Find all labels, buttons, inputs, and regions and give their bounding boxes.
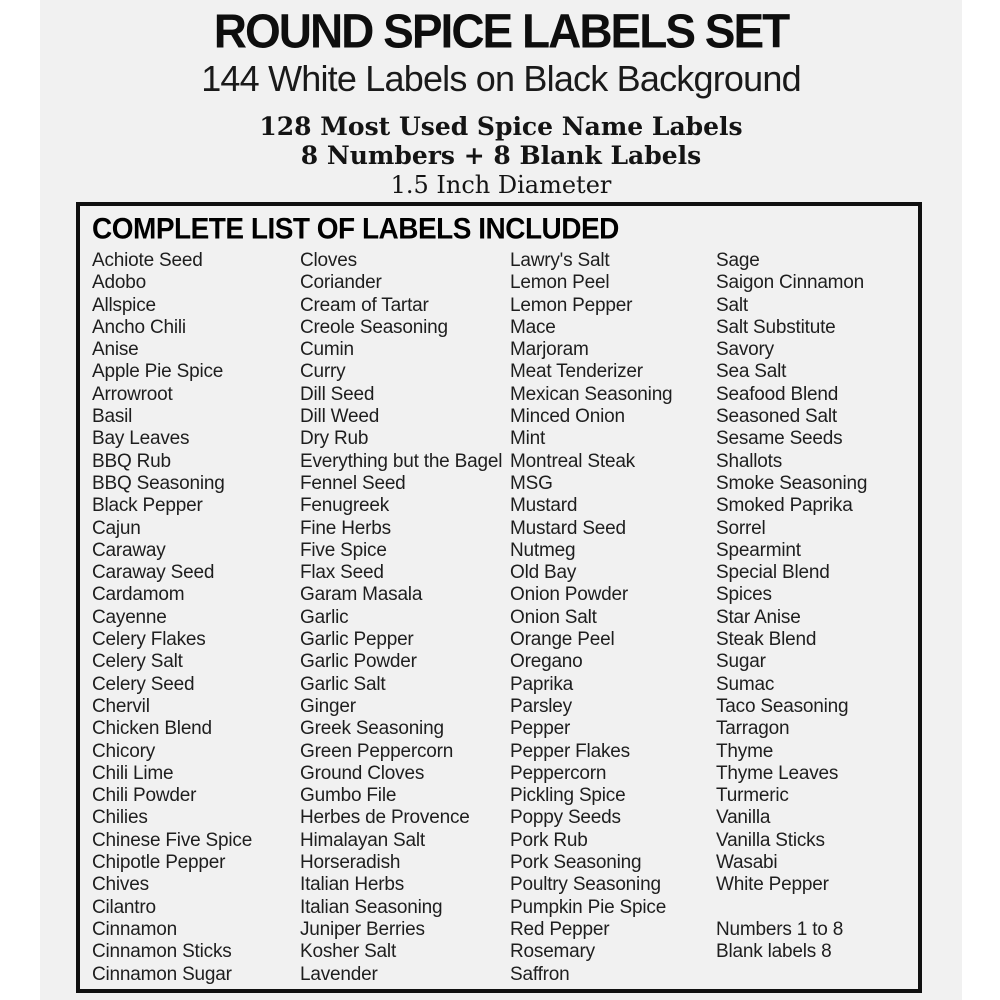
spice-label-item: Sorrel xyxy=(716,517,766,539)
product-sheet xyxy=(40,0,962,1000)
spice-label-item: Pickling Spice xyxy=(510,785,626,807)
spice-label-item: Old Bay xyxy=(510,562,577,584)
spice-label-item: Tarragon xyxy=(716,718,790,740)
detail-line-numbers-blanks: 8 Numbers + 8 Blank Labels xyxy=(300,141,702,170)
spice-label-item: Seasoned Salt xyxy=(716,406,837,428)
spice-label-item: Lavender xyxy=(300,963,378,985)
spice-label-item: Special Blend xyxy=(716,562,830,584)
spice-label-item: Mustard xyxy=(510,495,578,517)
spice-label-item: Seafood Blend xyxy=(716,383,839,405)
spice-label-item: Chervil xyxy=(92,695,150,717)
spice-label-item: Taco Seasoning xyxy=(716,695,849,717)
spice-label-item: Pork Rub xyxy=(510,829,588,851)
spice-label-item: Fine Herbs xyxy=(300,517,391,539)
spice-label-item: Garam Masala xyxy=(300,584,423,606)
spice-label-item: Fennel Seed xyxy=(300,472,406,494)
label-column-4 xyxy=(716,250,912,986)
spice-label-item: Cilantro xyxy=(92,896,156,918)
extra-label-item: Numbers 1 to 8 xyxy=(716,918,844,940)
spice-label-item: Vanilla Sticks xyxy=(716,829,825,851)
spice-label-item: Kosher Salt xyxy=(300,941,397,963)
spice-label-item: Celery Seed xyxy=(92,673,195,695)
label-columns xyxy=(92,250,918,986)
spice-label-item: Black Pepper xyxy=(92,495,203,517)
spice-label-item: Cloves xyxy=(300,250,357,271)
spice-label-item: MSG xyxy=(510,472,553,494)
spice-label-item: Ancho Chili xyxy=(92,316,186,338)
spice-label-item: Creole Seasoning xyxy=(300,316,448,338)
spice-label-item: Cream of Tartar xyxy=(300,294,429,316)
spice-label-item: Smoke Seasoning xyxy=(716,472,868,494)
extra-labels xyxy=(716,919,912,964)
spice-label-item: Salt Substitute xyxy=(716,316,836,338)
label-column-2 xyxy=(300,250,510,986)
spice-label-item: Mustard Seed xyxy=(510,517,626,539)
spice-label-item: Cumin xyxy=(300,339,354,361)
spice-label-item: Chipotle Pepper xyxy=(92,852,226,874)
spice-label-item: Saffron xyxy=(510,963,570,985)
spice-label-item: Lemon Peel xyxy=(510,272,610,294)
spice-label-item: Adobo xyxy=(92,272,146,294)
spice-label-item: Cajun xyxy=(92,517,141,539)
product-title: ROUND SPICE LABELS SET xyxy=(213,3,789,59)
spice-label-item: Peppercorn xyxy=(510,762,607,784)
spice-label-item: Ginger xyxy=(300,695,356,717)
product-subtitle: 144 White Labels on Black Background xyxy=(201,58,801,99)
spice-label-item: Curry xyxy=(300,361,346,383)
spice-label-item: Garlic Salt xyxy=(300,673,386,695)
spice-label-item: Montreal Steak xyxy=(510,450,635,472)
label-list-box xyxy=(76,202,922,993)
spice-label-item: Red Pepper xyxy=(510,918,610,940)
spice-label-item: Garlic Powder xyxy=(300,651,417,673)
spice-label-item: Ground Cloves xyxy=(300,762,425,784)
spice-label-item: Thyme xyxy=(716,740,774,762)
spice-label-item: Coriander xyxy=(300,272,382,294)
spice-label-item: Allspice xyxy=(92,294,156,316)
header-block xyxy=(40,0,962,200)
spice-label-item: Spearmint xyxy=(716,539,801,561)
spice-label-item: Cinnamon Sticks xyxy=(92,941,232,963)
spice-label-item: Celery Flakes xyxy=(92,629,206,651)
spice-label-item: Basil xyxy=(92,406,133,428)
spice-label-item: Minced Onion xyxy=(510,406,625,428)
spice-label-item: Salt xyxy=(716,294,748,316)
spice-label-item: Apple Pie Spice xyxy=(92,361,224,383)
spice-label-item: White Pepper xyxy=(716,874,829,896)
spice-label-item: Onion Salt xyxy=(510,606,597,628)
extra-label-item: Blank labels 8 xyxy=(716,941,832,963)
spice-label-item: Nutmeg xyxy=(510,539,576,561)
spice-label-item: Vanilla xyxy=(716,807,771,829)
spice-label-item: Paprika xyxy=(510,673,574,695)
spice-label-item: Cinnamon xyxy=(92,918,178,940)
spice-label-item: Chinese Five Spice xyxy=(92,829,253,851)
spice-label-item: BBQ Seasoning xyxy=(92,472,225,494)
spice-label-item: Chilies xyxy=(92,807,148,829)
spice-label-item: Shallots xyxy=(716,450,782,472)
spice-label-item: Sumac xyxy=(716,673,775,695)
spice-label-item: BBQ Rub xyxy=(92,450,171,472)
spice-label-item: Star Anise xyxy=(716,606,801,628)
spice-label-item: Herbes de Provence xyxy=(300,807,470,829)
spice-label-item: Italian Herbs xyxy=(300,874,405,896)
spice-label-item: Anise xyxy=(92,339,139,361)
spice-label-item: Thyme Leaves xyxy=(716,762,839,784)
spice-label-item: Marjoram xyxy=(510,339,589,361)
spice-label-item: Spices xyxy=(716,584,772,606)
spice-label-item: Oregano xyxy=(510,651,583,673)
spice-label-item: Mexican Seasoning xyxy=(510,383,673,405)
spice-label-item: Himalayan Salt xyxy=(300,829,425,851)
spice-label-item: Sesame Seeds xyxy=(716,428,843,450)
spice-label-item: Chicory xyxy=(92,740,156,762)
spice-label-item: Greek Seasoning xyxy=(300,718,444,740)
spice-label-item: Chives xyxy=(92,874,149,896)
spice-label-item: Chili Powder xyxy=(92,785,197,807)
spice-label-item: Mace xyxy=(510,316,556,338)
spice-label-item: Cayenne xyxy=(92,606,167,628)
spice-label-item: Meat Tenderizer xyxy=(510,361,643,383)
spice-label-item: Sage xyxy=(716,250,760,271)
spice-label-item: Lawry's Salt xyxy=(510,250,610,271)
spice-label-item: Celery Salt xyxy=(92,651,183,673)
spice-label-item: Bay Leaves xyxy=(92,428,190,450)
spice-label-item: Steak Blend xyxy=(716,629,817,651)
spice-label-item: Fenugreek xyxy=(300,495,390,517)
spice-label-item: Green Peppercorn xyxy=(300,740,454,762)
spice-label-item: Arrowroot xyxy=(92,383,173,405)
spice-label-item: Savory xyxy=(716,339,774,361)
spice-label-item: Garlic xyxy=(300,606,349,628)
spice-label-item: Chili Lime xyxy=(92,762,174,784)
label-column-1 xyxy=(92,250,300,986)
spice-label-item: Sugar xyxy=(716,651,766,673)
spice-label-item: Gumbo File xyxy=(300,785,397,807)
spice-label-item: Cinnamon Sugar xyxy=(92,963,232,985)
spice-label-item: Flax Seed xyxy=(300,562,384,584)
spice-label-item: Caraway Seed xyxy=(92,562,215,584)
spice-label-item: Garlic Pepper xyxy=(300,629,414,651)
spice-label-item: Juniper Berries xyxy=(300,918,425,940)
spice-label-item: Five Spice xyxy=(300,539,387,561)
spice-label-item: Sea Salt xyxy=(716,361,787,383)
spice-label-item: Everything but the Bagel xyxy=(300,450,503,472)
spice-label-item: Dill Weed xyxy=(300,406,380,428)
detail-line-spice-count: 128 Most Used Spice Name Labels xyxy=(259,112,743,141)
spice-label-item: Poultry Seasoning xyxy=(510,874,661,896)
spice-label-item: Poppy Seeds xyxy=(510,807,621,829)
spice-label-item: Turmeric xyxy=(716,785,789,807)
spice-label-item: Onion Powder xyxy=(510,584,629,606)
spice-label-item: Pepper Flakes xyxy=(510,740,630,762)
detail-line-diameter: 1.5 Inch Diameter xyxy=(390,171,612,199)
label-column-3 xyxy=(510,250,716,986)
spice-label-item: Parsley xyxy=(510,695,572,717)
spice-label-item: Smoked Paprika xyxy=(716,495,853,517)
spice-label-item: Achiote Seed xyxy=(92,250,203,271)
spice-label-item: Pumpkin Pie Spice xyxy=(510,896,667,918)
spice-label-item: Pork Seasoning xyxy=(510,852,642,874)
spice-label-item: Italian Seasoning xyxy=(300,896,443,918)
spice-label-item: Mint xyxy=(510,428,546,450)
spice-label-item: Caraway xyxy=(92,539,166,561)
spice-label-item: Chicken Blend xyxy=(92,718,212,740)
list-box-title: COMPLETE LIST OF LABELS INCLUDED xyxy=(92,212,619,245)
spice-label-item: Pepper xyxy=(510,718,571,740)
spice-label-item: Wasabi xyxy=(716,852,778,874)
spice-label-item: Cardamom xyxy=(92,584,185,606)
spice-label-item: Horseradish xyxy=(300,852,401,874)
spice-label-item: Dill Seed xyxy=(300,383,375,405)
spice-label-item: Rosemary xyxy=(510,941,595,963)
spice-label-item: Dry Rub xyxy=(300,428,369,450)
spice-label-item: Saigon Cinnamon xyxy=(716,272,865,294)
spice-label-item: Lemon Pepper xyxy=(510,294,633,316)
spice-label-item: Orange Peel xyxy=(510,629,615,651)
